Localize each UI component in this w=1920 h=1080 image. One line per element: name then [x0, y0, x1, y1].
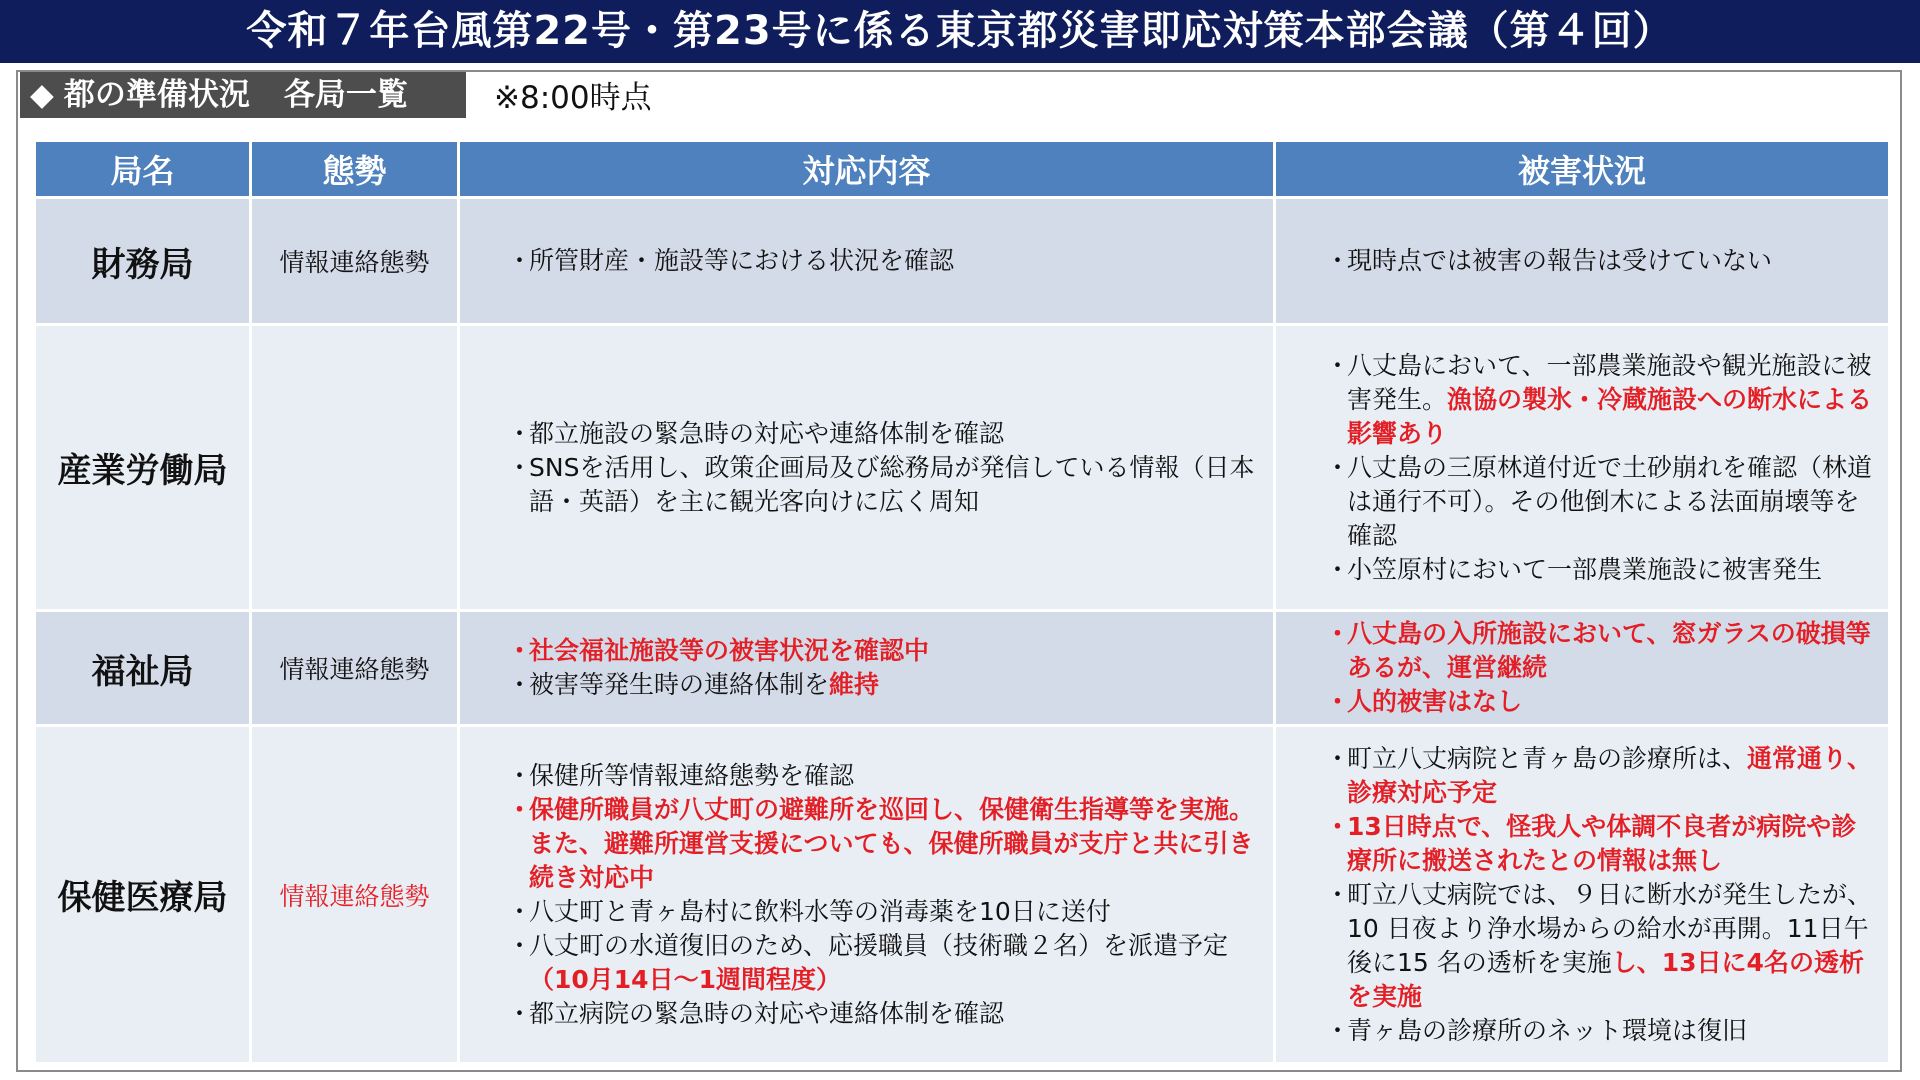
list-item: ・ 八丈島の三原林道付近で土砂崩れを確認（林道は通行不可）。その他倒木による法面崩壊等を確認: [1325, 452, 1873, 550]
list-item: ・ 保健所等情報連絡態勢を確認: [507, 760, 855, 790]
header-damage: 被害状況: [1275, 141, 1890, 198]
posture-cell: 情報連絡態勢: [251, 726, 459, 1064]
table-row: [35, 198, 1890, 325]
response-cell: [459, 611, 1275, 726]
damage-cell: [1275, 611, 1890, 726]
section-label-list: 各局一覧: [283, 77, 408, 113]
list-item: ・ 町立八丈病院では、９日に断水が発生したが、10 日夜より浄水場からの給水が再開。11日午後に15 名の透析を実施し、13日に4名の透析を実施: [1325, 879, 1873, 1011]
table-header-row: [35, 141, 1890, 198]
bureau-name: 産業労働局: [35, 325, 251, 611]
table-row: [35, 726, 1890, 1064]
damage-cell: [1275, 198, 1890, 325]
response-cell: [459, 726, 1275, 1064]
list-item: ・ 都立施設の緊急時の対応や連絡体制を確認: [507, 418, 1005, 448]
list-item: ・ 小笠原村において一部農業施設に被害発生: [1325, 554, 1823, 584]
damage-cell: [1275, 325, 1890, 611]
list-item: ・ 人的被害はなし: [1325, 687, 1523, 716]
page-title: 令和７年台風第22号・第23号に係る東京都災害即応対策本部会議（第４回）: [0, 0, 1920, 63]
posture-cell: 情報連絡態勢: [251, 198, 459, 325]
table-row: [35, 325, 1890, 611]
table-row: [35, 611, 1890, 726]
header-posture: 態勢: [251, 141, 459, 198]
list-item: ・ SNSを活用し、政策企画局及び総務局が発信している情報（日本語・英語）を主に観光客向けに広く周知: [507, 452, 1255, 516]
list-item: ・ 八丈町と青ヶ島村に飲料水等の消毒薬を10日に送付: [507, 896, 1111, 926]
list-item: ・ 都立病院の緊急時の対応や連絡体制を確認: [507, 998, 1005, 1028]
bureau-name: 保健医療局: [35, 726, 251, 1064]
section-heading: [20, 72, 466, 118]
list-item: ・ 八丈島の入所施設において、窓ガラスの破損等あるが、運営継続: [1325, 619, 1871, 682]
list-item: ・ 青ヶ島の診療所のネット環境は復旧: [1325, 1015, 1748, 1045]
response-cell: [459, 198, 1275, 325]
posture-cell: [251, 325, 459, 611]
list-item: ・ 所管財産・施設等における状況を確認: [507, 246, 955, 275]
list-item: ・ 保健所職員が八丈町の避難所を巡回し、保健衛生指導等を実施。また、避難所運営支援についても、保健所職員が支庁と共に引き続き対応中: [507, 794, 1255, 892]
posture-cell: 情報連絡態勢: [251, 611, 459, 726]
list-item: ・ 被害等発生時の連絡体制を維持: [507, 670, 880, 699]
bureau-name: 福祉局: [35, 611, 251, 726]
list-item: ・ 八丈島において、一部農業施設や観光施設に被害発生。漁協の製氷・冷蔵施設への断水による影響あり: [1325, 350, 1873, 448]
list-item: ・ 町立八丈病院と青ヶ島の診療所は、通常通り、診療対応予定: [1325, 743, 1873, 807]
header-bureau: 局名: [35, 141, 251, 198]
bureau-status-table: [33, 139, 1891, 1065]
list-item: ・ 13日時点で、怪我人や体調不良者が病院や診療所に搬送されたとの情報は無し: [1325, 811, 1857, 875]
section-label-status: 都の準備状況: [63, 77, 250, 113]
list-item: ・ 八丈町の水道復旧のため、応援職員（技術職２名）を派遣予定（10月14日～1週間程度）: [507, 930, 1229, 994]
list-item: ・ 社会福祉施設等の被害状況を確認中: [507, 636, 930, 665]
header-response: 対応内容: [459, 141, 1275, 198]
time-note: ※8:00時点: [494, 80, 652, 116]
response-cell: [459, 325, 1275, 611]
diamond-icon: ◆: [30, 77, 54, 113]
damage-cell: [1275, 726, 1890, 1064]
bureau-name: 財務局: [35, 198, 251, 325]
list-item: ・ 現時点では被害の報告は受けていない: [1325, 246, 1773, 275]
